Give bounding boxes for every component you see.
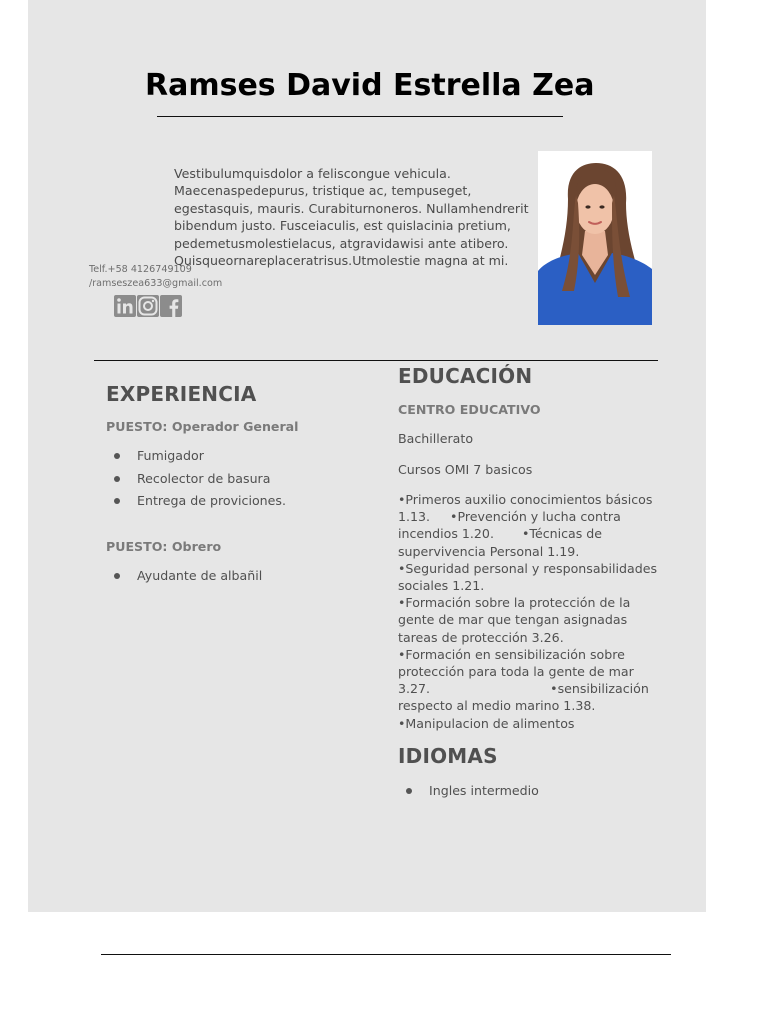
languages-heading: IDIOMAS bbox=[398, 743, 498, 768]
experience-heading: EXPERIENCIA bbox=[106, 382, 257, 406]
education-heading: EDUCACIÓN bbox=[398, 364, 533, 388]
instagram-icon[interactable] bbox=[137, 295, 159, 317]
education-center: CENTRO EDUCATIVO bbox=[398, 402, 541, 417]
list-item: Fumigador bbox=[106, 445, 376, 468]
contact-info bbox=[89, 263, 222, 291]
linkedin-icon[interactable] bbox=[114, 295, 136, 317]
section-divider bbox=[94, 360, 658, 361]
education-degree: Bachillerato bbox=[398, 431, 474, 446]
job-duties-list bbox=[106, 445, 376, 513]
list-item: Ayudante de albañil bbox=[106, 565, 376, 588]
profile-photo bbox=[538, 151, 652, 325]
courses-title: Cursos OMI 7 basicos bbox=[398, 462, 533, 477]
education-column bbox=[398, 364, 664, 802]
footer-divider bbox=[101, 954, 671, 955]
name-underline bbox=[157, 116, 563, 117]
job-title: PUESTO: Operador General bbox=[106, 419, 299, 434]
social-icons bbox=[114, 295, 182, 317]
list-item: Recolector de basura bbox=[106, 468, 376, 491]
courses-list: •Primeros auxilio conocimientos básicos 1.13. •Prevención y lucha contra incendios 1.20. •Técnicas de supervivencia Personal 1.19. •Seguridad personal y responsabilidades sociales 1.21. •Formación sobre la protección de la gente de mar que tengan asignadas tareas de protección 3.26. •Formación en sensibilización sobre protección para toda la gente de mar 3.27. •sensibilización respecto al medio marino 1.38. •Manipulacion de alimentos bbox=[398, 492, 658, 731]
profile-photo-illustration bbox=[538, 151, 652, 325]
experience-column bbox=[106, 382, 376, 587]
list-item: Ingles intermedio bbox=[398, 780, 664, 803]
candidate-name: Ramses David Estrella Zea bbox=[145, 68, 595, 103]
job-duties-list bbox=[106, 565, 376, 588]
languages-list bbox=[398, 780, 664, 803]
phone-number: Telf.+58 4126749109 bbox=[89, 264, 192, 275]
job-title: PUESTO: Obrero bbox=[106, 538, 222, 554]
facebook-icon[interactable] bbox=[160, 295, 182, 317]
email-address: /ramseszea633@gmail.com bbox=[89, 278, 223, 289]
list-item: Entrega de proviciones. bbox=[106, 490, 376, 513]
intro-paragraph: Vestibulumquisdolor a feliscongue vehicula. Maecenaspedepurus, tristique ac, tempuseget, egestasquis, mauris. Curabiturnoneros. Nullamhendrerit bibendum justo. Fusceiaculis, est quislacinia pretium, pedemetusmolestielacus, atgravidawisi ante atibero. Quisqueornareplaceratrisus.Utmolestie magna at mi. bbox=[174, 166, 529, 269]
